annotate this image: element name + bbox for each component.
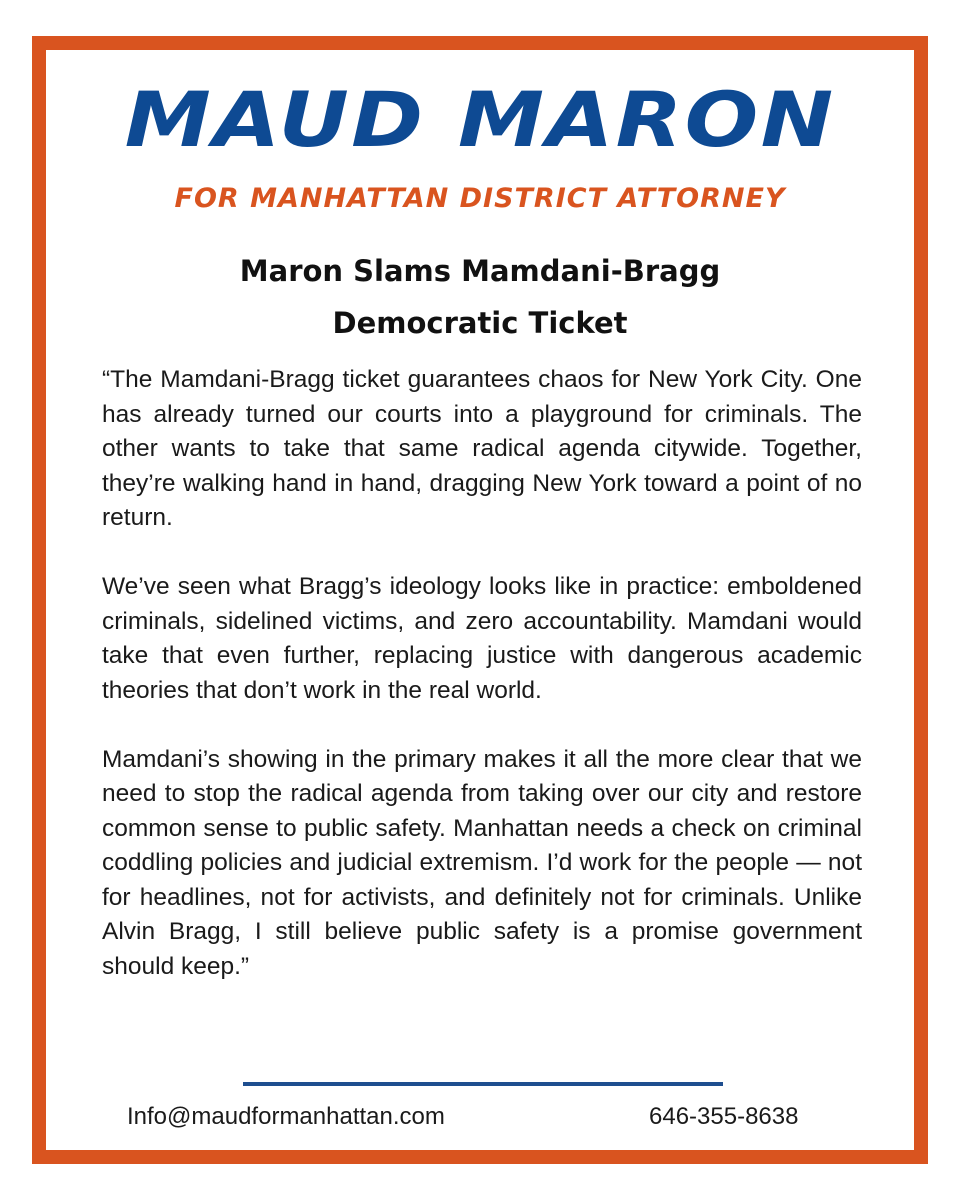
footer-divider xyxy=(243,1082,723,1086)
statement-paragraph-3: Mamdani’s showing in the primary makes it all the more clear that we need to stop the radical agenda from taking over our city and restore common sense to public safety. Manhattan needs a check on criminal coddling policies and judicial extremism. I’d work for the people — not for headlines, not for activists, and definitely not for criminals. Unlike Alvin Bragg, I still believe public safety is a promise government should keep.” xyxy=(102,745,862,980)
statement-body xyxy=(102,363,862,984)
candidate-name-logo: MAUD MARON xyxy=(124,75,836,164)
headline-line-1: Maron Slams Mamdani-Bragg xyxy=(239,254,721,288)
contact-email: Info@maudformanhattan.com xyxy=(127,1103,445,1130)
contact-phone: 646-355-8638 xyxy=(649,1103,799,1130)
headline-line-2: Democratic Ticket xyxy=(332,306,628,340)
statement-paragraph-1: “The Mamdani-Bragg ticket guarantees chaos for New York City. One has already turned our courts into a playground for criminals. The other wants to take that same radical agenda citywide. Together, they’re walking hand in hand, dragging New York toward a point of no return. xyxy=(102,366,862,531)
press-release-headline xyxy=(120,245,840,349)
candidate-office-subtitle: FOR MANHATTAN DISTRICT ATTORNEY xyxy=(174,183,786,214)
statement-paragraph-2: We’ve seen what Bragg’s ideology looks like in practice: emboldened criminals, sidelined victims, and zero accountability. Mamdani would take that even further, replacing justice with dangerous academic theories that don’t work in the real world. xyxy=(102,573,862,704)
